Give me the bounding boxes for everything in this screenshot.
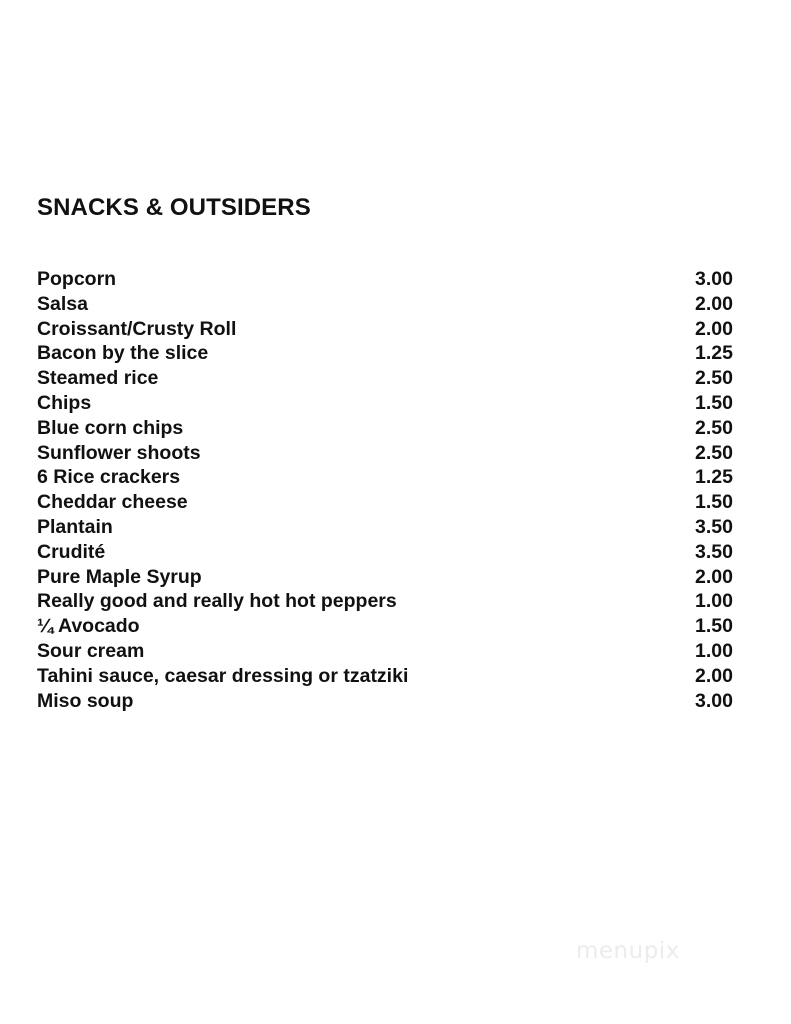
menu-item-price: 2.00 [695,565,733,588]
menu-item [37,292,733,317]
menu-item [37,589,733,614]
menu-item-price: 1.00 [695,590,733,613]
menu-item-price: 2.00 [695,664,733,687]
menu-item-price: 1.50 [695,615,733,638]
menu-item-name: Salsa [37,292,88,315]
menu-item-price: 2.50 [695,441,733,464]
menu-item-price: 1.25 [695,466,733,489]
menu-item [37,366,733,391]
menu-item-name: Pure Maple Syrup [37,565,202,588]
menu-item-price: 2.50 [695,416,733,439]
menu-item-price: 2.50 [695,367,733,390]
menu-item-name: Sunflower shoots [37,441,201,464]
menu-item-price: 2.00 [695,292,733,315]
menu-item [37,267,733,292]
menu-item [37,465,733,490]
menu-item-price: 1.50 [695,391,733,414]
menu-item [37,565,733,590]
menu-item [37,441,733,466]
menu-item [37,689,733,714]
menu-item [37,515,733,540]
menu-item-name: ¼ Avocado [37,615,140,638]
menu-item-price: 1.00 [695,639,733,662]
menu-item-name: Steamed rice [37,367,159,390]
menu-item-name: Tahini sauce, caesar dressing or tzatziki [37,664,409,687]
menu-item-name: Cheddar cheese [37,491,188,514]
menu-item [37,341,733,366]
menu-item-name: Bacon by the slice [37,342,209,365]
menu-item-price: 3.50 [695,515,733,538]
menu-item [37,664,733,689]
menu-item-name: Miso soup [37,689,134,712]
menu-item-price: 3.00 [695,689,733,712]
menu-section-title: SNACKS & OUTSIDERS [37,194,311,221]
menu-item [37,614,733,639]
watermark-text: menupix [576,938,680,964]
menu-item-name: Plantain [37,515,113,538]
menu-item [37,490,733,515]
menu-item [37,639,733,664]
menu-item-name: Sour cream [37,639,145,662]
menu-item-name: Blue corn chips [37,416,184,439]
menu-item [37,416,733,441]
menu-item-name: Popcorn [37,268,117,290]
menu-item-price: 3.50 [695,540,733,563]
menu-item-list [37,267,733,713]
menu-item [37,317,733,342]
menu-item [37,540,733,565]
menu-item-name: Chips [37,391,92,414]
menu-item-price: 3.00 [695,268,733,290]
menu-item [37,391,733,416]
menu-item-price: 1.25 [695,342,733,365]
menu-item-name: Really good and really hot hot peppers [37,590,397,613]
menu-item-name: Crudité [37,540,106,563]
menu-item-name: 6 Rice crackers [37,466,181,489]
menu-item-price: 1.50 [695,491,733,514]
menu-item-price: 2.00 [695,317,733,340]
menu-item-name: Croissant/Crusty Roll [37,317,237,340]
